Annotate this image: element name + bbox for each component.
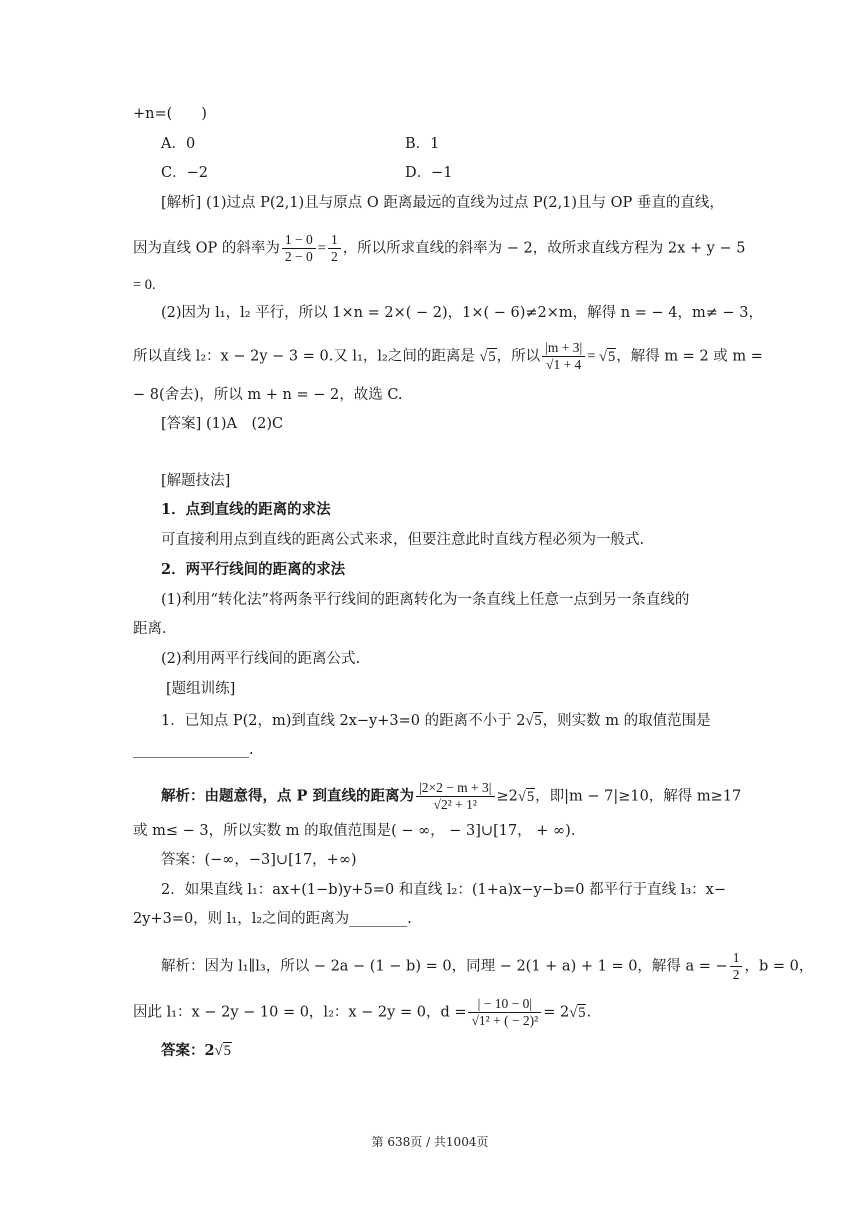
distance-fraction — [468, 996, 541, 1029]
equals-sign: = — [317, 240, 326, 257]
training-q1-blank: ________________. — [133, 742, 254, 758]
fraction-denominator: √1² + ( − 2)² — [471, 1013, 539, 1028]
tip-heading-2: 2．两平行线间的距离的求法 — [161, 561, 346, 578]
analysis-line-3: = 0. — [133, 277, 156, 293]
training-s2 — [161, 950, 814, 983]
radicand: 1 + 4 — [553, 357, 582, 372]
question-text: ，则实数 m 的取值范围是 — [542, 713, 711, 729]
fraction-denominator: √1 + 4 — [546, 357, 582, 372]
option-c: C．−2 — [161, 165, 208, 181]
distance-fraction — [542, 340, 585, 373]
training-q2-line-2: 2y+3=0，则 l₁，l₂之间的距离为________. — [133, 911, 412, 927]
distance-fraction — [416, 780, 495, 813]
sqrt-expression: √5 — [569, 1004, 586, 1021]
sqrt-expression: √5 — [599, 348, 616, 365]
analysis-label: [解析] — [161, 195, 202, 211]
tip-paragraph-1: 可直接利用点到直线的距离公式来求，但要注意此时直线方程必须为一般式. — [161, 532, 645, 548]
fraction-numerator: |m + 3| — [542, 340, 585, 357]
analysis-text: (1)过点 P(2,1)且与原点 O 距离最远的直线为过点 P(2,1)且与 OP 垂直的直线， — [205, 195, 724, 211]
analysis-line-6: − 8(舍去)，所以 m + n = − 2，故选 C. — [133, 387, 403, 403]
radicand: 2² + 1² — [440, 797, 477, 812]
fraction-numerator: 1 — [328, 232, 341, 249]
fraction-denominator: 2 — [330, 249, 338, 264]
training-q2: 2．如果直线 l₁：ax+(1−b)y+5=0 和直线 l₂：(1+a)x−y−b=0 都平行于直线 l₃：x− — [161, 882, 726, 898]
fraction-numerator: | − 10 − 0| — [468, 996, 541, 1013]
radicand: 5 — [488, 348, 496, 365]
analysis-line-1 — [161, 193, 761, 213]
answer-text: 答案：2 — [161, 1042, 215, 1059]
option-d: D．−1 — [405, 165, 453, 181]
training-header: [题组训练] — [166, 681, 236, 697]
analysis-line-4: (2)因为 l₁，l₂ 平行，所以 1×n = 2×( − 2)，1×( − 6)≠2×m，解得 n = − 4，m≠ − 3， — [161, 305, 763, 321]
radicand: 5 — [534, 713, 542, 729]
solution-text: 解析：由题意得，点 P 到直线的距离为 — [161, 787, 414, 805]
option-a: A．0 — [161, 136, 196, 152]
analysis-line-5 — [133, 340, 763, 373]
radicand: 1² + ( − 2)² — [478, 1013, 539, 1028]
training-s1 — [161, 780, 761, 813]
equals-sign: = — [587, 348, 599, 365]
solution-text: ≥2 — [496, 788, 518, 805]
fraction-denominator: 2 — [732, 967, 740, 982]
analysis-text: ，解得 m = 2 或 m = — [616, 348, 763, 365]
radicand: 5 — [223, 1043, 231, 1059]
training-a1: 答案：(−∞，−3]∪[17，+∞) — [161, 852, 357, 868]
tip-paragraph-2-cont: 距离. — [133, 621, 167, 637]
training-s2-line-2 — [133, 996, 733, 1029]
training-s1-line-2: 或 m≤ − 3，所以实数 m 的取值范围是( − ∞， − 3]∪[17， + ∞). — [133, 823, 576, 839]
tip-paragraph-3: (2)利用两平行线间的距离公式. — [161, 651, 361, 667]
page-footer: 第 638页 / 共1004页 — [371, 1135, 489, 1149]
answer-text: (1)A (2)C — [205, 416, 284, 432]
solution-text: ，b = 0， — [744, 958, 814, 975]
fraction-numerator: 1 − 0 — [282, 232, 316, 249]
answer-label: [答案] — [161, 416, 202, 432]
fraction-denominator: 2 − 0 — [284, 249, 313, 264]
solution-text: . — [586, 1004, 592, 1021]
fraction-numerator: |2×2 − m + 3| — [416, 780, 495, 797]
radicand: 5 — [526, 788, 535, 805]
question-tail: +n=( ) — [133, 106, 207, 122]
sqrt-expression: √5 — [214, 1043, 231, 1059]
analysis-text: ，所以 — [496, 348, 541, 365]
sqrt-expression: √5 — [517, 788, 535, 805]
half-fraction — [730, 950, 743, 983]
fraction-numerator: 1 — [730, 950, 743, 967]
sqrt-expression: √5 — [479, 348, 496, 365]
question-text: 1．已知点 P(2，m)到直线 2x−y+3=0 的距离不小于 2 — [161, 713, 526, 729]
fraction-denominator: √2² + 1² — [433, 797, 477, 812]
tip-heading-1: 1．点到直线的距离的求法 — [161, 501, 331, 518]
tip-paragraph-2: (1)利用“转化法”将两条平行线间的距离转化为一条直线上任意一点到另一条直线的 — [161, 592, 690, 608]
radicand: 5 — [578, 1004, 586, 1021]
analysis-text: 所以直线 l₂：x − 2y − 3 = 0.又 l₁，l₂之间的距离是 — [133, 348, 480, 365]
option-b: B．1 — [405, 136, 440, 152]
answer-line — [161, 414, 761, 434]
analysis-text: 因为直线 OP 的斜率为 — [133, 240, 280, 257]
solution-text: 解析：因为 l₁∥l₃，所以 − 2a − (1 − b) = 0，同理 − 2(1 + a) + 1 = 0，解得 a = − — [161, 958, 728, 975]
analysis-text: ，所以所求直线的斜率为 − 2，故所求直线方程为 2x + y − 5 — [342, 240, 746, 257]
solution-text: 因此 l₁：x − 2y − 10 = 0，l₂：x − 2y = 0，d = — [133, 1004, 467, 1021]
tips-header: [解题技法] — [161, 473, 231, 489]
radicand: 5 — [607, 348, 616, 365]
training-a2 — [161, 1041, 761, 1061]
solution-text: = 2 — [543, 1004, 570, 1021]
analysis-line-2 — [133, 232, 746, 265]
half-fraction — [328, 232, 341, 265]
slope-fraction — [282, 232, 316, 265]
solution-text: ，即|m − 7|≥10，解得 m≥17 — [535, 788, 742, 805]
training-q1 — [161, 711, 761, 731]
sqrt-expression: √5 — [525, 713, 542, 729]
